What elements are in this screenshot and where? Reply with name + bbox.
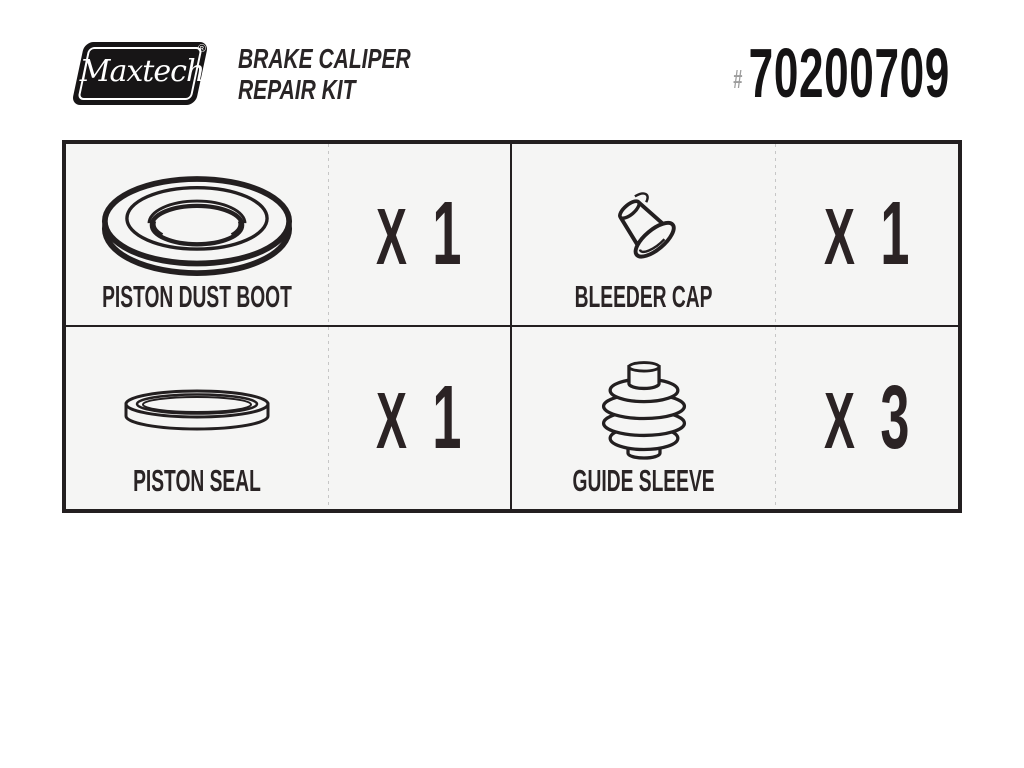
quantity-value: 1 [880, 184, 910, 285]
item-illustration-area [512, 327, 775, 510]
quantity-multiplier: X [823, 192, 855, 282]
dashed-divider [775, 327, 776, 510]
dashed-divider [328, 144, 329, 325]
product-title-line2: REPAIR KIT [238, 74, 356, 105]
bleeder-cap-icon [600, 183, 688, 271]
quantity-multiplier: X [823, 375, 855, 465]
brand-name: Maxtech [79, 54, 205, 89]
item-name: GUIDE SLEEVE [572, 463, 715, 498]
part-number-hash: # [733, 64, 743, 94]
piston-seal-icon [121, 386, 273, 436]
quantity-multiplier: X [376, 375, 408, 465]
quantity-value: 3 [880, 367, 910, 468]
kit-item-guide-sleeve [512, 327, 958, 510]
product-title [238, 43, 411, 105]
item-quantity [823, 184, 910, 285]
item-quantity-area [328, 327, 510, 510]
part-number [733, 34, 950, 112]
part-number-value: 70200709 [748, 34, 950, 112]
registered-trademark-symbol: ® [197, 43, 206, 55]
piston-dust-boot-icon [101, 171, 293, 283]
item-quantity-area [328, 144, 510, 325]
item-quantity [376, 367, 462, 468]
kit-contents-table [62, 140, 962, 513]
item-quantity [376, 184, 462, 285]
item-quantity [823, 367, 910, 468]
kit-item-bleeder-cap [512, 144, 958, 327]
kit-item-piston-seal [66, 327, 512, 510]
guide-sleeve-icon [597, 359, 691, 463]
item-illustration-area [66, 144, 328, 325]
quantity-value: 1 [432, 367, 462, 468]
item-illustration-area [66, 327, 328, 510]
quantity-multiplier: X [376, 192, 408, 282]
item-illustration-area [512, 144, 775, 325]
product-title-line1: BRAKE CALIPER [238, 43, 411, 74]
quantity-value: 1 [432, 184, 462, 285]
item-name: BLEEDER CAP [574, 278, 713, 314]
dashed-divider [328, 327, 329, 510]
brand-logo [70, 40, 216, 108]
item-quantity-area [775, 144, 958, 325]
item-quantity-area [775, 327, 958, 510]
dashed-divider [775, 144, 776, 325]
item-name: PISTON SEAL [133, 463, 261, 498]
kit-item-piston-dust-boot [66, 144, 512, 327]
item-name: PISTON DUST BOOT [102, 278, 292, 314]
